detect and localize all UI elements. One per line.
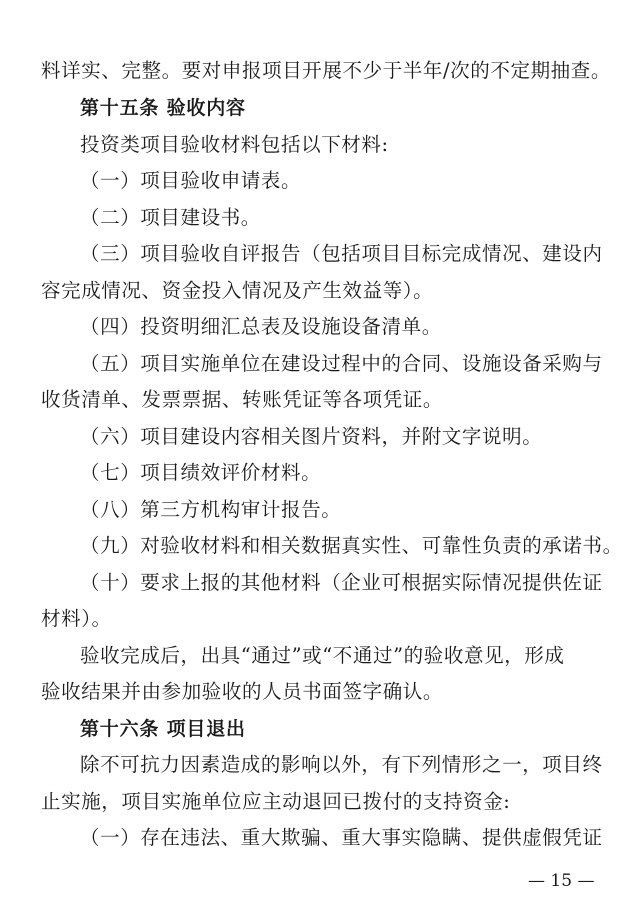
list-item: （三）项目验收自评报告（包括项目目标完成情况、建设内 [80, 242, 603, 265]
list-item: （七）项目绩效评价材料。 [80, 461, 322, 484]
text-line: 料详实、完整。要对申报项目开展不少于半年/次的不定期抽查。 [41, 59, 611, 82]
list-item: （一）存在违法、重大欺骗、重大事实隐瞒、提供虚假凭证 [80, 826, 603, 849]
list-item: （六）项目建设内容相关图片资料，并附文字说明。 [80, 425, 543, 448]
text-line: 除不可抗力因素造成的影响以外，有下列情形之一，项目终 [80, 753, 603, 776]
text-line: 验收结果并由参加验收的人员书面签字确认。 [41, 680, 444, 703]
page-number: — 15 — [528, 871, 595, 891]
list-item: （九）对验收材料和相关数据真实性、可靠性负责的承诺书。 [80, 534, 623, 557]
text-line: 投资类项目验收材料包括以下材料: [80, 133, 389, 156]
text-line: 材料）。 [41, 607, 112, 630]
text-line: 止实施，项目实施单位应主动退回已拨付的支持资金: [41, 790, 511, 813]
list-item: （十）要求上报的其他材料（企业可根据实际情况提供佐证 [80, 571, 603, 594]
list-item: （二）项目建设书。 [80, 206, 261, 229]
list-item: （八）第三方机构审计报告。 [80, 498, 342, 521]
section-heading-16: 第十六条 项目退出 [80, 718, 246, 740]
list-item: （五）项目实施单位在建设过程中的合同、设施设备采购与 [80, 352, 603, 375]
text-line: 容完成情况、资金投入情况及产生效益等）。 [41, 279, 434, 302]
text-line: 验收完成后，出具“通过”或“不通过”的验收意见，形成 [80, 644, 565, 667]
text-line: 收货清单、发票票据、转账凭证等各项凭证。 [41, 388, 444, 411]
section-heading-15: 第十五条 验收内容 [80, 97, 246, 119]
list-item: （一）项目验收申请表。 [80, 169, 302, 192]
list-item: （四）投资明细汇总表及设施设备清单。 [80, 315, 442, 338]
